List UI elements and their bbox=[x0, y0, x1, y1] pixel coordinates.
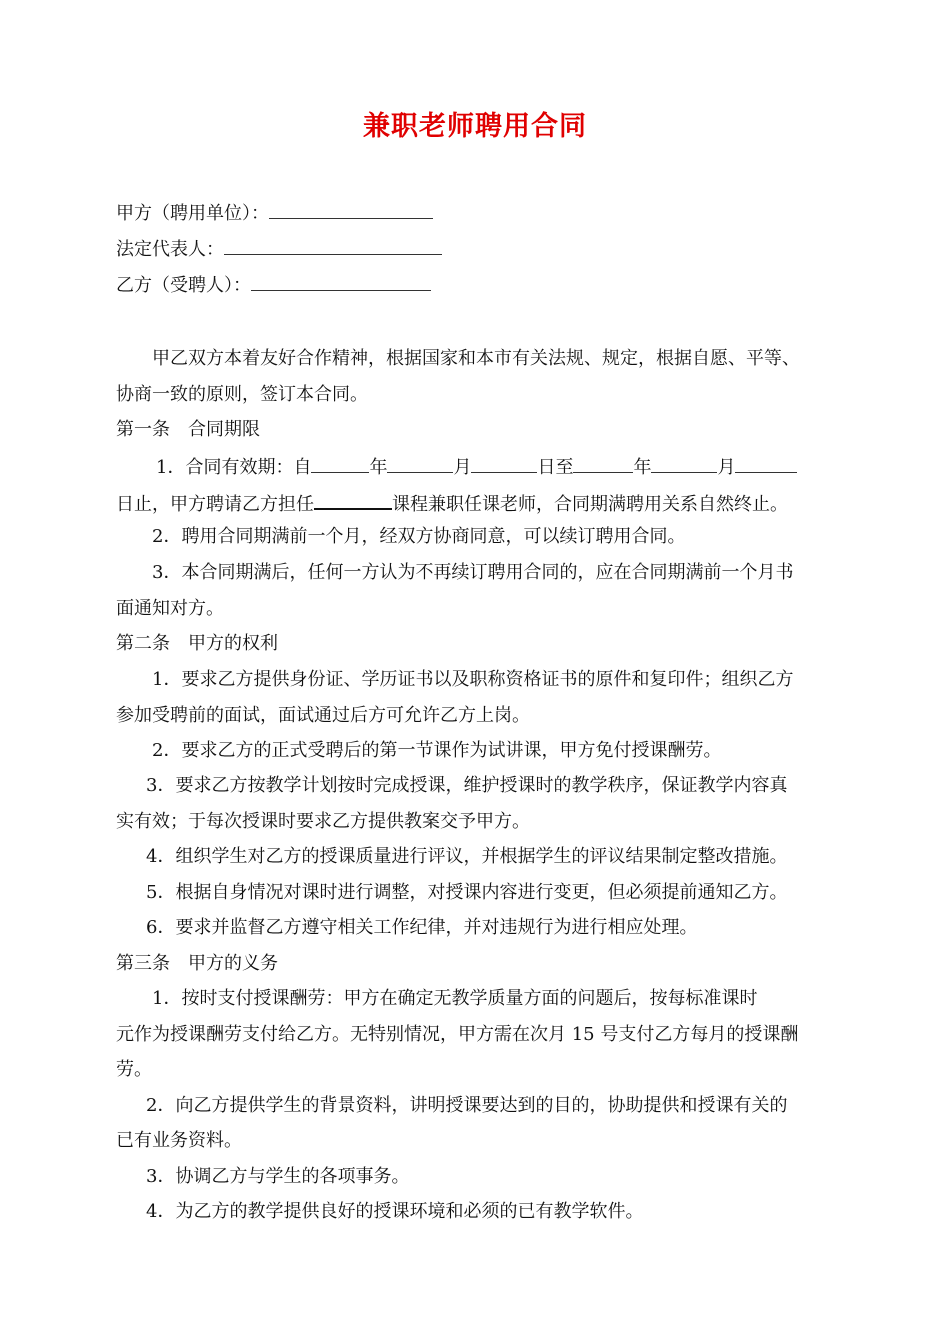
year-label: 年 bbox=[369, 457, 388, 478]
start-month-blank bbox=[387, 452, 453, 473]
section3-item1-line2: 元作为授课酬劳支付给乙方。无特别情况，甲方需在次月 15 号支付乙方每月的授课酬 bbox=[116, 1024, 799, 1045]
intro-line-1: 甲乙双方本着友好合作精神，根据国家和本市有关法规、规定，根据自愿、平等、 bbox=[152, 348, 800, 369]
start-day-blank bbox=[471, 452, 537, 473]
term-lead: 1．合同有效期：自 bbox=[156, 457, 312, 478]
section2-item3-line2: 实有效；于每次授课时要求乙方提供教案交予甲方。 bbox=[116, 811, 530, 832]
party-a-line bbox=[116, 198, 433, 228]
party-b-blank bbox=[251, 270, 431, 291]
hire-text-end: 课程兼职任课老师，合同期满聘用关系自然终止。 bbox=[392, 494, 788, 515]
section2-heading: 第二条 甲方的权利 bbox=[116, 633, 278, 654]
party-b-label: 乙方（受聘人）： bbox=[116, 275, 251, 296]
section3-item1-line3: 劳。 bbox=[116, 1059, 152, 1080]
section1-item2: 2．聘用合同期满前一个月，经双方协商同意，可以续订聘用合同。 bbox=[152, 526, 686, 547]
section2-item1-line2: 参加受聘前的面试，面试通过后方可允许乙方上岗。 bbox=[116, 705, 530, 726]
section3-item4: 4．为乙方的教学提供良好的授课环境和必须的已有教学软件。 bbox=[146, 1201, 644, 1222]
representative-line bbox=[116, 234, 442, 264]
section2-item1-line1: 1．要求乙方提供身份证、学历证书以及职称资格证书的原件和复印件；组织乙方 bbox=[152, 669, 794, 690]
month-label: 月 bbox=[453, 457, 472, 478]
party-a-blank bbox=[269, 198, 433, 219]
section2-item4: 4．组织学生对乙方的授课质量进行评议，并根据学生的评议结果制定整改措施。 bbox=[146, 846, 788, 867]
party-b-line bbox=[116, 270, 431, 300]
document-title: 兼职老师聘用合同 bbox=[363, 111, 587, 142]
intro-line-2: 协商一致的原则，签订本合同。 bbox=[116, 384, 368, 405]
section3-heading: 第三条 甲方的义务 bbox=[116, 953, 278, 974]
section2-item5: 5．根据自身情况对课时进行调整，对授课内容进行变更，但必须提前通知乙方。 bbox=[146, 882, 788, 903]
section2-item2: 2．要求乙方的正式受聘后的第一节课作为试讲课，甲方免付授课酬劳。 bbox=[152, 740, 722, 761]
section3-item1-line1: 1．按时支付授课酬劳：甲方在确定无教学质量方面的问题后，按每标准课时 bbox=[152, 988, 758, 1009]
end-year-blank bbox=[573, 452, 633, 473]
section3-item3: 3．协调乙方与学生的各项事务。 bbox=[146, 1166, 410, 1187]
section2-item3-line1: 3．要求乙方按教学计划按时完成授课，维护授课时的教学秩序，保证教学内容真 bbox=[146, 775, 788, 796]
year-label-2: 年 bbox=[633, 457, 652, 478]
end-month-blank bbox=[651, 452, 717, 473]
representative-label: 法定代表人： bbox=[116, 239, 224, 260]
section1-item3-line2: 面通知对方。 bbox=[116, 598, 224, 619]
start-year-blank bbox=[311, 452, 369, 473]
section3-item2-line2: 已有业务资料。 bbox=[116, 1130, 242, 1151]
day-to-label: 日至 bbox=[537, 457, 574, 478]
section1-heading: 第一条 合同期限 bbox=[116, 419, 260, 440]
section2-item6: 6．要求并监督乙方遵守相关工作纪律，并对违规行为进行相应处理。 bbox=[146, 917, 698, 938]
hire-text: 日止，甲方聘请乙方担任 bbox=[116, 494, 314, 515]
section1-item1-line2 bbox=[116, 488, 788, 519]
section3-item2-line1: 2．向乙方提供学生的背景资料，讲明授课要达到的目的，协助提供和授课有关的 bbox=[146, 1095, 788, 1116]
course-blank bbox=[314, 488, 392, 510]
party-a-label: 甲方（聘用单位）： bbox=[116, 203, 269, 224]
end-day-blank bbox=[735, 452, 797, 473]
month-label-2: 月 bbox=[717, 457, 736, 478]
section1-item3-line1: 3．本合同期满后，任何一方认为不再续订聘用合同的，应在合同期满前一个月书 bbox=[152, 562, 794, 583]
section1-item1-line1 bbox=[156, 452, 797, 482]
representative-blank bbox=[224, 234, 442, 255]
